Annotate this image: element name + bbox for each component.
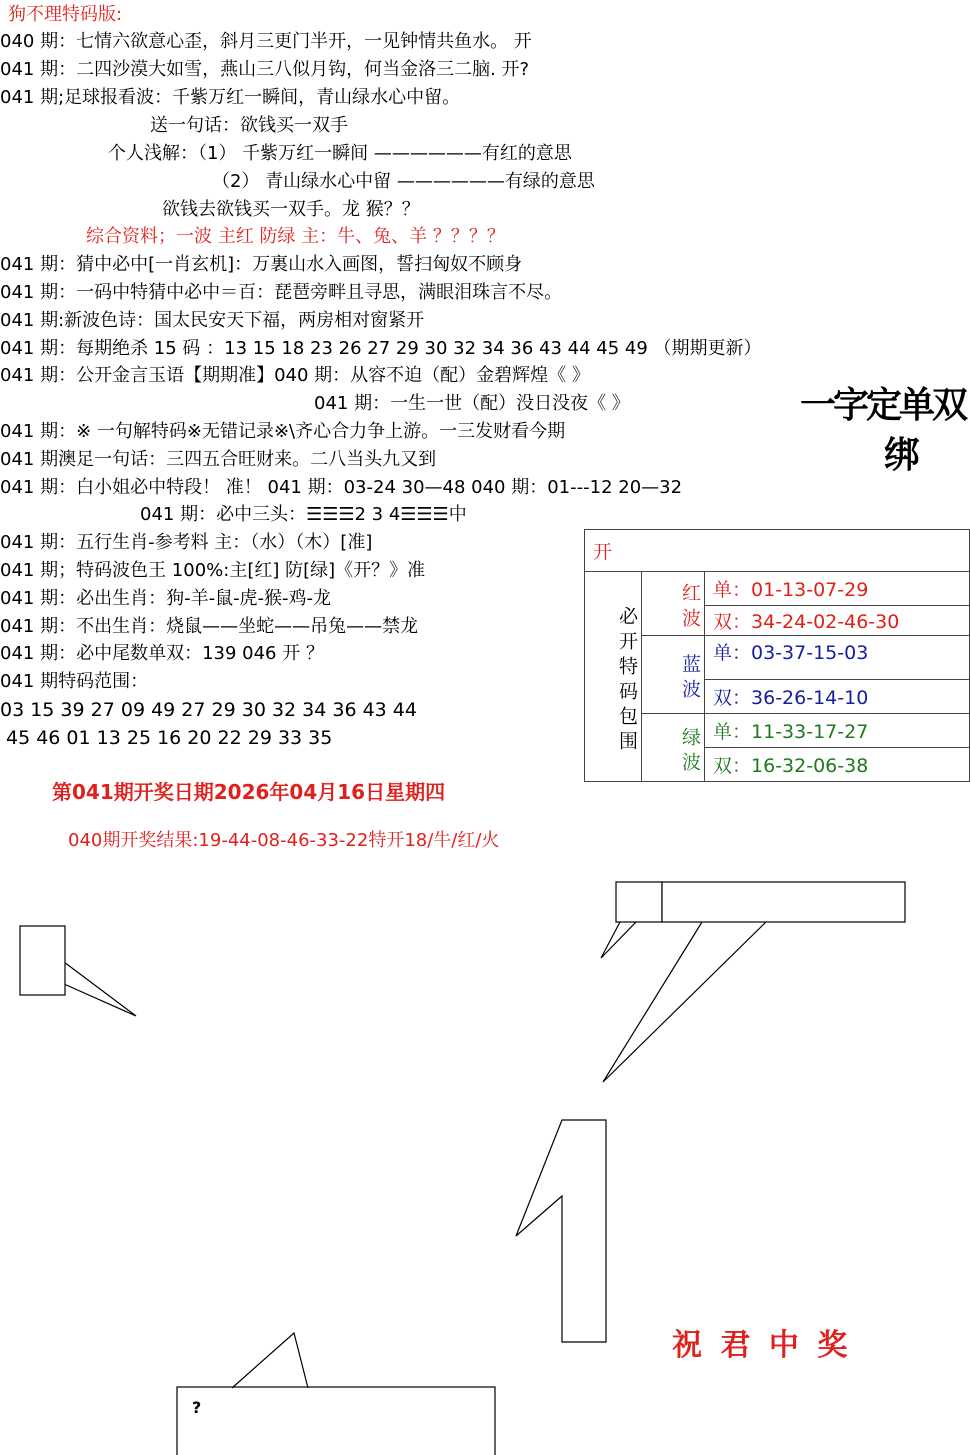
page-title: 狗不理特码版:: [8, 4, 123, 25]
text-line: 041 期：白小姐必中特段！ 准！ 041 期：03-24 30—48 040 期：01---12 20—32: [0, 477, 683, 498]
number-range-line: 45 46 01 13 25 16 20 22 29 33 35: [6, 727, 333, 749]
callout-top-box-large: [662, 882, 905, 922]
text-line: 041 期：※ 一句解特码※无错记录※\齐心合力争上游。一三发财看今期: [0, 421, 566, 442]
odd-row-red: 单：01-13-07-29: [705, 572, 970, 606]
even-row-red: 双：34-24-02-46-30: [705, 606, 970, 636]
callout-top-tail: [601, 922, 636, 958]
summary-line: 综合资料；一波 主红 防绿 主：牛、兔、羊 ？？？？: [86, 226, 505, 247]
wave-label-red: 红波: [642, 572, 705, 636]
wish-text: 祝 君 中 奖: [672, 1328, 852, 1363]
text-line: （2） 青山绿水心中留 ——————有绿的意思: [212, 171, 595, 192]
text-line: 041 期：必出生肖：狗-羊-鼠-虎-猴-鸡-龙: [0, 588, 332, 609]
wave-label-blue: 蓝波: [642, 636, 705, 714]
odd-row-blue: 单：03-37-15-03: [705, 636, 970, 680]
text-line: 041 期：不出生肖：烧鼠——坐蛇——吊兔——禁龙: [0, 616, 419, 637]
last-result: 040期开奖结果:19-44-08-46-33-22特开18/牛/红/火: [68, 830, 500, 851]
wave-table-header: 开: [585, 530, 970, 572]
question-mark: ?: [192, 1398, 202, 1417]
text-line: 041 期：一码中特猜中必中＝百：琵琶旁畔且寻思，满眼泪珠言不尽。: [0, 282, 563, 303]
callout-top-box-small: [616, 882, 662, 922]
odd-row-green: 单：11-33-17-27: [705, 714, 970, 748]
text-line: 送一句话：欲钱买一双手: [150, 115, 348, 136]
callout-left-box: [20, 926, 65, 995]
text-line: 欲钱去欲钱买一双手。龙 猴？？: [162, 199, 420, 220]
wave-label-green: 绿波: [642, 714, 705, 782]
callout-bottom-tail: [232, 1333, 308, 1388]
digit-one-shape: [516, 1120, 606, 1342]
even-row-green: 双：16-32-06-38: [705, 748, 970, 782]
callout-top-slash: [603, 922, 766, 1082]
callout-bottom-box: [177, 1387, 495, 1455]
callout-left: [64, 962, 136, 1016]
text-line: 041 期：二四沙漠大如雪，燕山三八似月钩，何当金洛三二脑. 开?: [0, 59, 530, 80]
text-line: 041 期：猜中必中[一肖玄机]：万裏山水入画图，誓扫匈奴不顾身: [0, 254, 523, 275]
text-line: 040 期：七情六欲意心歪，斜月三更门半开，一见钟情共鱼水。 开: [0, 31, 532, 52]
text-line: 041 期：五行生肖-参考料 主：（水）（木）[准]: [0, 532, 373, 553]
text-line: 041 期：必中尾数单双：139 046 开 ？: [0, 643, 324, 664]
draw-date: 第041期开奖日期2026年04月16日星期四: [52, 780, 446, 804]
text-line: 041 期：每期绝杀 15 码 ：13 15 18 23 26 27 29 30 32 34 36 43 44 45 49 （期期更新）: [0, 338, 762, 359]
text-line: 041 期澳足一句话：三四五合旺财来。二八当头九又到: [0, 449, 437, 470]
text-line: 041 期;足球报看波：千紫万红一瞬间，青山绿水心中留。: [0, 87, 461, 108]
text-line: 041 期；特码波色王 100%:主[红] 防[绿]《开？》准: [0, 560, 426, 581]
banner-line-2: 绑: [884, 435, 918, 476]
text-line: 041 期特码范围：: [0, 671, 149, 692]
text-line: 041 期：一生一世（配）没日没夜《 》: [314, 393, 630, 414]
side-label: 必开特码包围: [585, 572, 642, 782]
banner-line-1: 一字定单双: [800, 385, 966, 426]
text-line: 041 期：公开金言玉语【期期准】040 期：从容不迫（配）金碧辉煌《 》: [0, 365, 590, 386]
even-row-blue: 双：36-26-14-10: [705, 680, 970, 714]
text-line: 041 期:新波色诗：国太民安天下福，两房相对窗紧开: [0, 310, 425, 331]
number-range-line: 03 15 39 27 09 49 27 29 30 32 34 36 43 44: [0, 699, 417, 721]
text-line: 个人浅解：（1） 千紫万红一瞬间 ——————有红的意思: [108, 143, 572, 164]
text-line: 041 期：必中三头：☰☰☰2 3 4☰☰☰中: [140, 504, 467, 525]
